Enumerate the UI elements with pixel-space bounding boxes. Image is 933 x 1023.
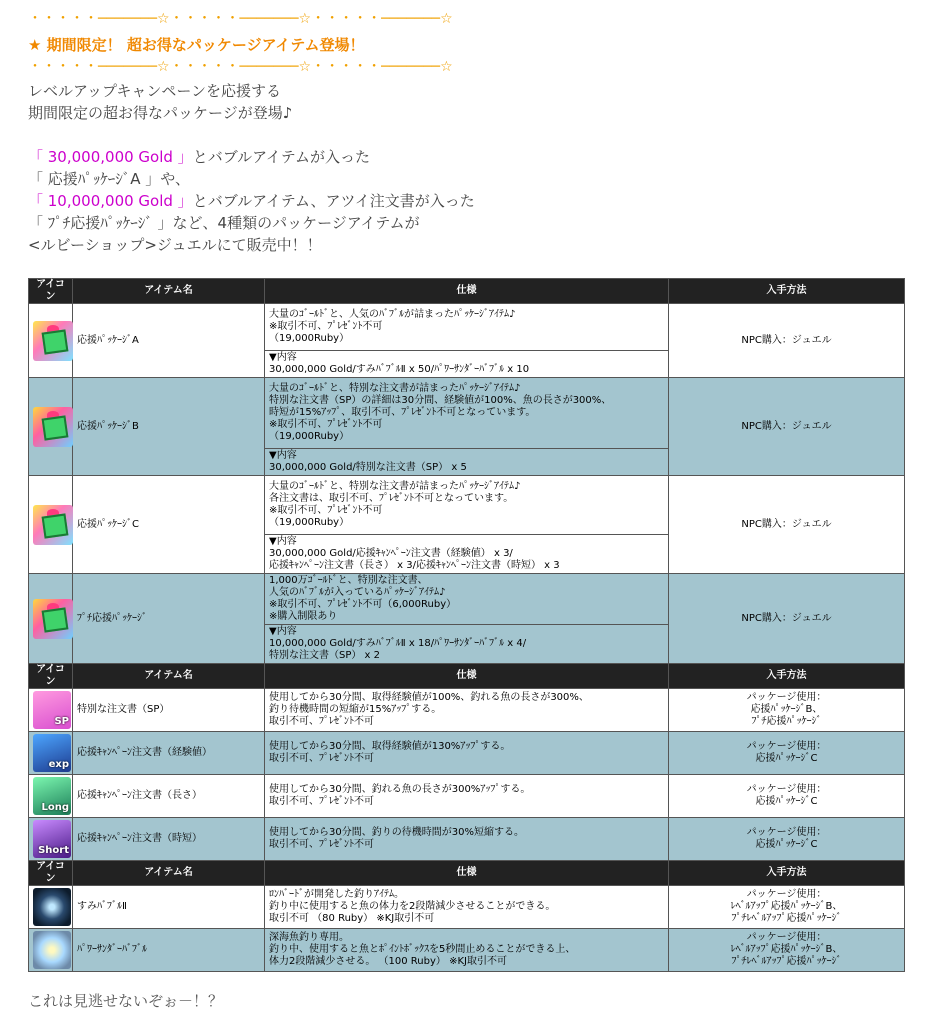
item-obtain: パッケージ使用： ﾚﾍﾞﾙｱｯﾌﾟ応援ﾊﾟｯｹｰｼﾞB、 ﾌﾟﾁﾚﾍﾞﾙｱｯﾌﾟ応援ﾊﾟｯｹｰｼﾞ [669,929,905,972]
item-name: 応援ｷｬﾝﾍﾟｰﾝ注文書（長さ） [73,775,265,818]
deco-line-top: ・・・・・───────☆・・・・・───────☆・・・・・───────☆ [28,11,453,27]
intro-line-4: 「 応援ﾊﾟｯｹｰｼﾞA 」や、 [28,170,190,188]
header-icon: アイコン [29,279,73,304]
icon-cell [29,378,73,476]
headline: ★ 期間限定！ 超お得なパッケージアイテム登場！ [28,36,365,54]
item-obtain: パッケージ使用： 応援ﾊﾟｯｹｰｼﾞC [669,732,905,775]
header-obtain: 入手方法 [669,664,905,689]
item-obtain: NPC購入：ジュエル [669,476,905,574]
item-obtain: パッケージ使用： 応援ﾊﾟｯｹｰｼﾞC [669,775,905,818]
gift-box-icon [33,505,73,545]
thunder-bubble-icon [33,931,71,969]
item-desc: 使用してから30分間、釣れる魚の長さが300%ｱｯﾌﾟする。 取引不可、ﾌﾟﾚｾﾞﾝﾄ不可 [265,775,669,818]
header-icon: アイコン [29,664,73,689]
intro-line-3 [28,146,370,168]
item-contents: ▼内容 30,000,000 Gold/すみﾊﾞﾌﾞﾙⅡ x 50/ﾊﾟﾜｰｻﾝﾀﾞｰﾊﾞﾌﾞﾙ x 10 [265,351,669,378]
item-contents: ▼内容 10,000,000 Gold/すみﾊﾞﾌﾞﾙⅡ x 18/ﾊﾟﾜｰｻﾝﾀﾞｰﾊﾞﾌﾞﾙ x 4/ 特別な注文書（SP） x 2 [265,625,669,664]
header-name: アイテム名 [73,279,265,304]
header-name: アイテム名 [73,861,265,886]
order-card-sp-icon: SP [33,691,71,729]
icon-cell [29,818,73,861]
ink-bubble-icon [33,888,71,926]
item-obtain: NPC購入：ジュエル [669,378,905,476]
header-spec: 仕様 [265,861,669,886]
item-name: 応援ﾊﾟｯｹｰｼﾞC [73,476,265,574]
icon-cell [29,574,73,664]
table-header-row-orders [29,664,905,689]
item-desc: 1,000万ｺﾞｰﾙﾄﾞと、特別な注文書、 人気のﾊﾞﾌﾞﾙが入っているﾊﾟｯｹｰｼﾞｱｲﾃﾑ♪ ※取引不可、ﾌﾟﾚｾﾞﾝﾄ不可（6,000Ruby） ※購入制限あり [265,574,669,625]
order-card-long-icon: Long [33,777,71,815]
table-row [29,775,905,818]
icon-cell [29,929,73,972]
gift-box-icon [33,599,73,639]
table-row [29,732,905,775]
item-desc: 大量のｺﾞｰﾙﾄﾞと、人気のﾊﾞﾌﾞﾙが詰まったﾊﾟｯｹｰｼﾞｱｲﾃﾑ♪ ※取引不可、ﾌﾟﾚｾﾞﾝﾄ不可 （19,000Ruby） [265,304,669,351]
item-name: ﾌﾟﾁ応援ﾊﾟｯｹｰｼﾞ [73,574,265,664]
intro-line-6: 「 ﾌﾟﾁ応援ﾊﾟｯｹｰｼﾞ 」など、4種類のパッケージアイテムが [28,214,420,232]
intro-line-3-rest: とバブルアイテムが入った [192,148,370,166]
item-contents: ▼内容 30,000,000 Gold/応援ｷｬﾝﾍﾟｰﾝ注文書（経験値） x 3/ 応援ｷｬﾝﾍﾟｰﾝ注文書（長さ） x 3/応援ｷｬﾝﾍﾟｰﾝ注文書（時短） x 3 [265,535,669,574]
icon-cell [29,476,73,574]
item-desc: ﾛﾝﾊﾞｰﾄﾞが開発した釣りｱｲﾃﾑ。 釣り中に使用すると魚の体力を2段階減少させることができる。 取引不可 （80 Ruby） ※KJ取引不可 [265,886,669,929]
gold-highlight-30m: 「 30,000,000 Gold 」 [28,148,193,166]
order-card-short-icon: Short [33,820,71,858]
intro-line-7: <ルビーショップ>ジュエルにて販売中！！ [28,236,322,254]
item-name: 応援ﾊﾟｯｹｰｼﾞB [73,378,265,476]
item-name: 応援ﾊﾟｯｹｰｼﾞA [73,304,265,378]
item-desc: 使用してから30分間、釣りの待機時間が30%短縮する。 取引不可、ﾌﾟﾚｾﾞﾝﾄ不可 [265,818,669,861]
table-row [29,689,905,732]
item-obtain: パッケージ使用： 応援ﾊﾟｯｹｰｼﾞB、 ﾌﾟﾁ応援ﾊﾟｯｹｰｼﾞ [669,689,905,732]
gift-box-icon [33,407,73,447]
item-name: 応援ｷｬﾝﾍﾟｰﾝ注文書（時短） [73,818,265,861]
gold-highlight-10m: 「 10,000,000 Gold 」 [28,192,193,210]
item-obtain: NPC購入：ジュエル [669,304,905,378]
table-header-row-bubbles [29,861,905,886]
table-row [29,574,905,625]
order-card-exp-icon: exp [33,734,71,772]
item-obtain: パッケージ使用： ﾚﾍﾞﾙｱｯﾌﾟ応援ﾊﾟｯｹｰｼﾞB、 ﾌﾟﾁﾚﾍﾞﾙｱｯﾌﾟ応援ﾊﾟｯｹｰｼﾞ [669,886,905,929]
table-row [29,929,905,972]
deco-line-bottom: ・・・・・───────☆・・・・・───────☆・・・・・───────☆ [28,59,453,75]
gift-box-icon [33,321,73,361]
intro-line-5 [28,190,475,212]
item-name: 特別な注文書（SP） [73,689,265,732]
item-obtain: パッケージ使用： 応援ﾊﾟｯｹｰｼﾞC [669,818,905,861]
header-spec: 仕様 [265,664,669,689]
item-table [28,278,905,972]
header-spec: 仕様 [265,279,669,304]
intro-line-2: 期間限定の超お得なパッケージが登場♪ [28,104,293,122]
icon-cell [29,304,73,378]
header-obtain: 入手方法 [669,279,905,304]
item-name: ﾊﾟﾜｰｻﾝﾀﾞｰﾊﾞﾌﾞﾙ [73,929,265,972]
header-obtain: 入手方法 [669,861,905,886]
item-obtain: NPC購入：ジュエル [669,574,905,664]
icon-cell [29,775,73,818]
intro-line-5-rest: とバブルアイテム、アツイ注文書が入った [192,192,475,210]
header-name: アイテム名 [73,664,265,689]
header-icon: アイコン [29,861,73,886]
table-row [29,886,905,929]
table-row [29,378,905,449]
item-name: すみﾊﾞﾌﾞﾙⅡ [73,886,265,929]
table-header-row-packages [29,279,905,304]
item-desc: 深海魚釣り専用。 釣り中、使用すると魚とﾎﾟｲﾝﾄﾎﾞｯｸｽを5秒間止めることができる上、 体力2段階減少させる。 （100 Ruby） ※KJ取引不可 [265,929,669,972]
item-desc: 使用してから30分間、取得経験値が130%ｱｯﾌﾟする。 取引不可、ﾌﾟﾚｾﾞﾝﾄ不可 [265,732,669,775]
item-desc: 大量のｺﾞｰﾙﾄﾞと、特別な注文書が詰まったﾊﾟｯｹｰｼﾞｱｲﾃﾑ♪ 特別な注文書（SP）の詳細は30分間、経験値が100%、魚の長さが300%、 時短が15%ｱｯﾌﾟ、取引不可、ﾌﾟﾚｾﾞﾝﾄ不可となっています。 ※取引不可、ﾌﾟﾚｾﾞﾝﾄ不可 （19,000Ruby） [265,378,669,449]
icon-cell [29,886,73,929]
icon-cell [29,732,73,775]
item-contents: ▼内容 30,000,000 Gold/特別な注文書（SP） x 5 [265,449,669,476]
item-desc: 大量のｺﾞｰﾙﾄﾞと、特別な注文書が詰まったﾊﾟｯｹｰｼﾞｱｲﾃﾑ♪ 各注文書は、取引不可、ﾌﾟﾚｾﾞﾝﾄ不可となっています。 ※取引不可、ﾌﾟﾚｾﾞﾝﾄ不可 （19,000Ruby） [265,476,669,535]
table-row [29,818,905,861]
table-row [29,304,905,351]
icon-cell [29,689,73,732]
ending-text: これは見逃せないぞぉ－！？ [28,992,224,1010]
item-name: 応援ｷｬﾝﾍﾟｰﾝ注文書（経験値） [73,732,265,775]
intro-line-1: レベルアップキャンペーンを応援する [28,82,282,100]
item-desc: 使用してから30分間、取得経験値が100%、釣れる魚の長さが300%、 釣り待機時間の短縮が15%ｱｯﾌﾟする。 取引不可、ﾌﾟﾚｾﾞﾝﾄ不可 [265,689,669,732]
table-row [29,476,905,535]
